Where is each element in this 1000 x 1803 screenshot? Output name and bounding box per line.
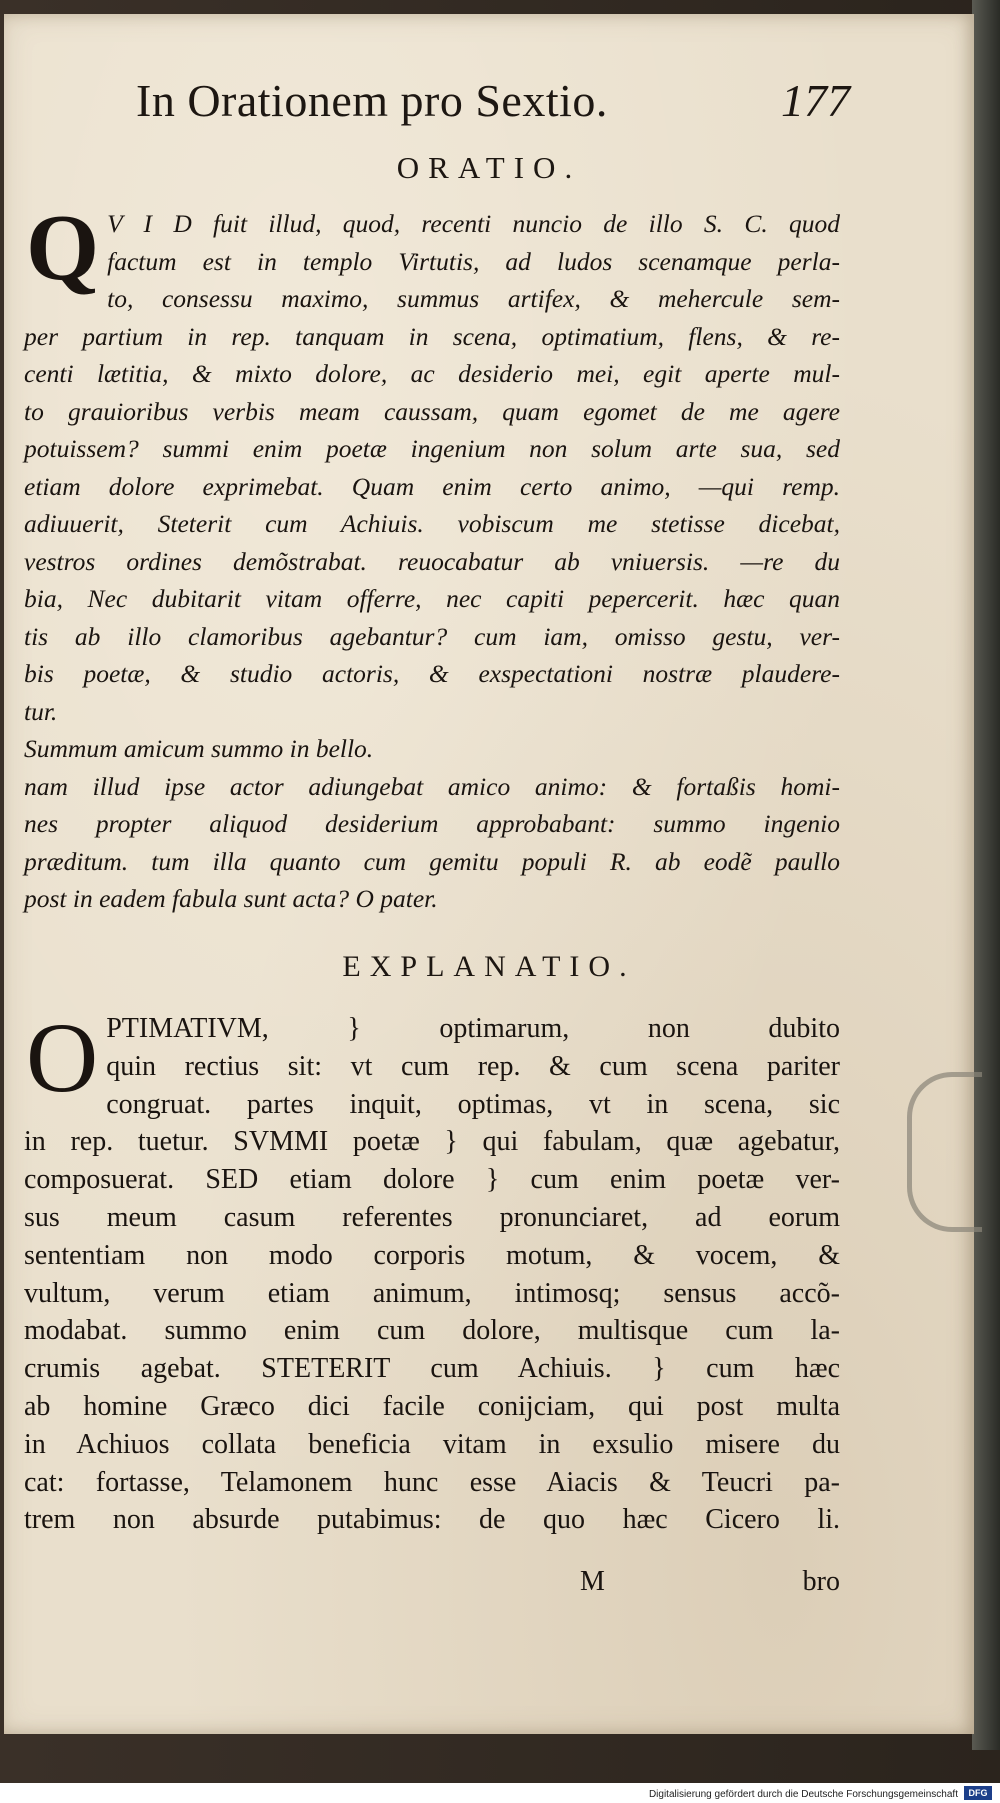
- catchword: bro: [802, 1566, 840, 1597]
- text-line: PTIMATIVM, } optimarum, non dubito: [106, 1013, 840, 1044]
- text-line: V I D fuit illud, quod, recenti nuncio de illo S. C. quod: [107, 209, 840, 238]
- text-line: congruat. partes inquit, optimas, vt in scena, sic: [106, 1088, 840, 1120]
- text-line: cat: fortasse, Telamonem hunc esse Aiacis & Teucri pa-: [24, 1466, 840, 1498]
- text-line: tur.: [24, 696, 58, 726]
- text-line: nam illud ipse actor adiungebat amico animo: & fortaßis homi-: [24, 771, 840, 801]
- text-line: sententiam non modo corporis motum, & vocem, &: [24, 1239, 840, 1271]
- oratio-heading: ORATIO.: [396, 150, 582, 185]
- page-clip: [907, 1072, 982, 1232]
- running-head: [130, 74, 850, 134]
- text-line: vultum, verum etiam animum, intimosq; sensus accõ-: [24, 1277, 840, 1309]
- text-line: factum est in templo Virtutis, ad ludos scenamque perla-: [107, 246, 840, 276]
- dfg-logo-icon: DFG: [964, 1786, 992, 1800]
- footer-credit: Digitalisierung gefördert durch die Deutsche Forschungsgemeinschaft: [648, 1789, 958, 1800]
- text-line: bia, Nec dubitarit vitam offerre, nec capiti pepercerit. hæc quan: [24, 584, 840, 613]
- digitization-footer: [0, 1783, 1000, 1803]
- page-number: 177: [781, 75, 850, 126]
- text-line: etiam dolore exprimebat. Quam enim certo animo, —qui remp.: [24, 471, 840, 501]
- text-line: in Achiuos collata beneficia vitam in exsulio misere du: [24, 1428, 840, 1460]
- text-line: quin rectius sit: vt cum rep. & cum scena pariter: [106, 1050, 840, 1082]
- text-line: adiuuerit, Steterit cum Achiuis. vobiscum me stetisse dicebat,: [24, 509, 840, 538]
- text-line: per partium in rep. tanquam in scena, optimatium, flens, & re-: [24, 321, 840, 351]
- explanatio-drop-cap: O: [26, 1002, 99, 1113]
- text-line: modabat. summo enim cum dolore, multisque cum la-: [24, 1315, 840, 1347]
- text-line: centi lætitia, & mixto dolore, ac desiderio mei, egit aperte mul-: [24, 359, 840, 388]
- text-line: præditum. tum illa quanto cum gemitu populi R. ab eodẽ paullo: [24, 846, 840, 876]
- text-line: post in eadem fabula sunt acta? O pater.: [24, 884, 438, 913]
- signature-mark: M: [580, 1566, 605, 1597]
- oratio-text: [24, 196, 840, 918]
- text-line: vestros ordines demõstrabat. reuocabatur ab vniuersis. —re du: [24, 546, 840, 576]
- text-line: crumis agebat. STETERIT cum Achiuis. } cum hæc: [24, 1353, 840, 1385]
- oratio-drop-cap: Q: [26, 196, 100, 300]
- text-line: Summum amicum summo in bello.: [24, 734, 374, 763]
- text-line: bis poetæ, & studio actoris, & exspectationi nostræ plaudere-: [24, 659, 840, 688]
- text-line: in rep. tuetur. SVMMI poetæ } qui fabulam, quæ agebatur,: [24, 1126, 840, 1158]
- explanatio-text: [24, 1002, 840, 1539]
- text-line: to grauioribus verbis meam caussam, quam egomet de me agere: [24, 396, 840, 426]
- text-line: sus meum casum referentes pronunciaret, ad eorum: [24, 1201, 840, 1233]
- text-line: nes propter aliquod desiderium approbabant: summo ingenio: [24, 809, 840, 838]
- text-line: tis ab illo clamoribus agebantur? cum iam, omisso gestu, ver-: [24, 621, 840, 651]
- explanatio-heading: EXPLANATIO.: [342, 950, 636, 983]
- text-line: to, consessu maximo, summus artifex, & mehercule sem-: [107, 284, 840, 313]
- text-line: ab homine Græco dici facile conijciam, qui post multa: [24, 1390, 840, 1422]
- running-title: In Orationem pro Sextio.: [136, 75, 608, 126]
- text-line: potuissem? summi enim poetæ ingenium non solum arte sua, sed: [24, 434, 840, 463]
- text-line: composuerat. SED etiam dolore } cum enim poetæ ver-: [24, 1164, 840, 1196]
- text-line: trem non absurde putabimus: de quo hæc Cicero li.: [24, 1504, 840, 1536]
- book-edge: [972, 0, 1000, 1750]
